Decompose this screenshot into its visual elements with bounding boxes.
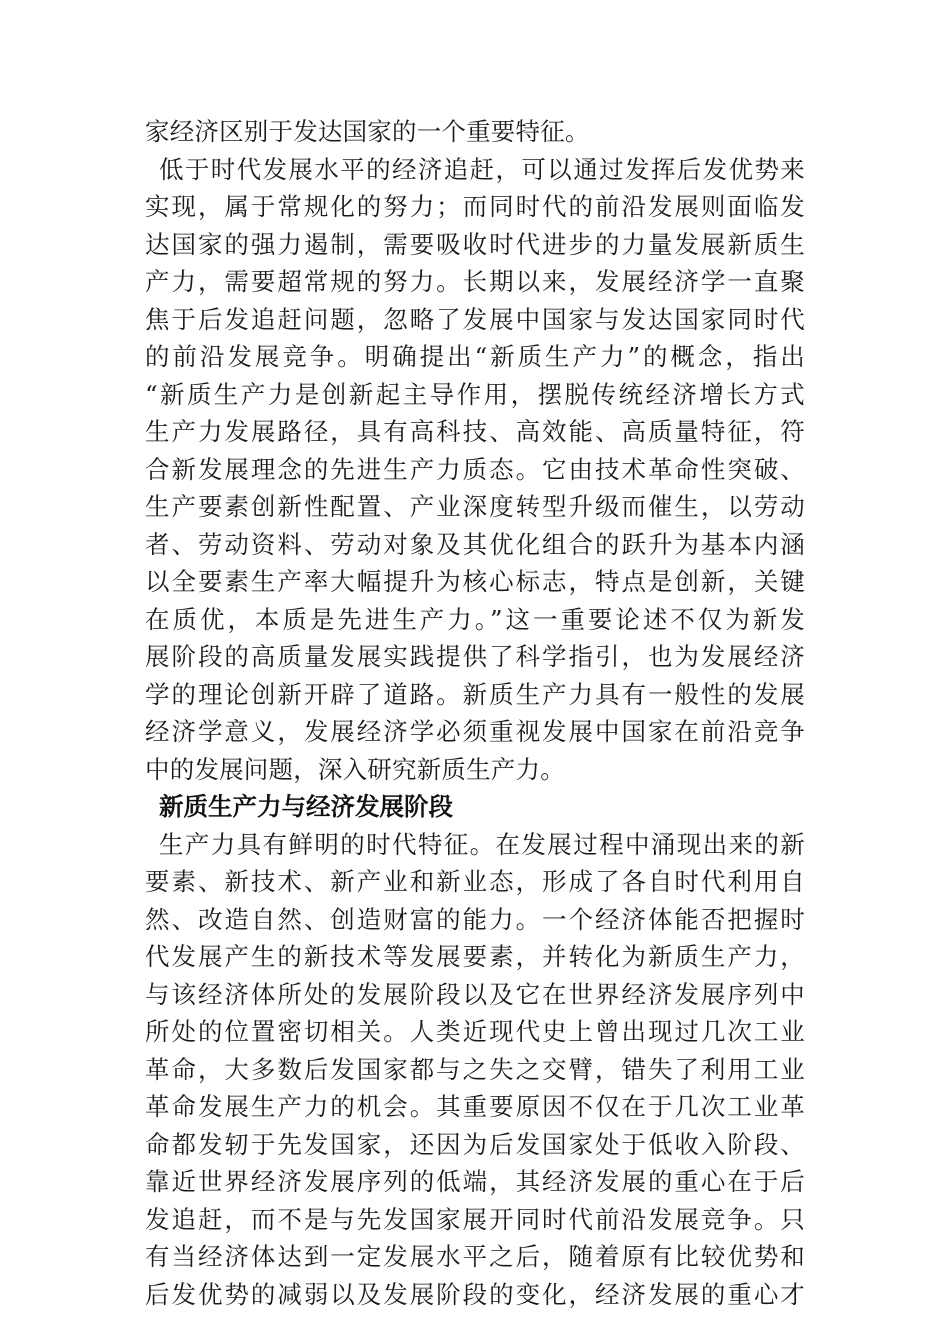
- text-line: 中的发展问题，深入研究新质生产力。: [145, 754, 565, 784]
- text-line: 实现，属于常规化的努力；而同时代的前沿发展则面临发: [145, 192, 805, 221]
- text-line: 达国家的强力遏制，需要吸收时代进步的力量发展新质生: [145, 229, 805, 259]
- text-line: 以全要素生产率大幅提升为核心标志，特点是创新，关键: [145, 567, 805, 596]
- text-line: 生产力发展路径，具有高科技、高效能、高质量特征，符: [145, 417, 805, 446]
- text-line: 代发展产生的新技术等发展要素，并转化为新质生产力，: [145, 942, 805, 971]
- text-line: 展阶段的高质量发展实践提供了科学指引，也为发展经济: [145, 642, 805, 671]
- text-line: 家经济区别于发达国家的一个重要特征。: [145, 117, 590, 146]
- text-line: 与该经济体所处的发展阶段以及它在世界经济发展序列中: [145, 979, 805, 1009]
- text-line: 产力，需要超常规的努力。长期以来，发展经济学一直聚: [145, 267, 805, 296]
- paragraph-development-stage: [145, 826, 805, 1314]
- text-line: 后发优势的减弱以及发展阶段的变化，经济发展的重心才: [145, 1279, 805, 1309]
- text-line: 发追赶，而不是与先发国家展开同时代前沿发展竞争。只: [145, 1204, 805, 1234]
- text-line: 在质优，本质是先进生产力。”这一重要论述不仅为新发: [145, 604, 805, 634]
- text-line: 生产要素创新性配置、产业深度转型升级而催生，以劳动: [145, 492, 805, 521]
- text-line: 生产力具有鲜明的时代特征。在发展过程中涌现出来的新: [159, 829, 805, 859]
- text-line: 的前沿发展竞争。明确提出“新质生产力”的概念，指出: [145, 342, 805, 371]
- text-line: “新质生产力是创新起主导作用，摆脱传统经济增长方式: [145, 379, 805, 409]
- text-line: 者、劳动资料、劳动对象及其优化组合的跃升为基本内涵: [145, 529, 805, 559]
- text-line: 要素、新技术、新产业和新业态，形成了各自时代利用自: [145, 867, 805, 896]
- text-line: 焦于后发追赶问题，忽略了发展中国家与发达国家同时代: [145, 304, 805, 334]
- paragraph-new-quality-productivity: [145, 151, 805, 789]
- paragraph-continuation: [145, 113, 805, 151]
- text-line: 合新发展理念的先进生产力质态。它由技术革命性突破、: [145, 454, 805, 484]
- section-heading: 新质生产力与经济发展阶段: [159, 792, 453, 821]
- text-line: 所处的位置密切相关。人类近现代史上曾出现过几次工业: [145, 1017, 805, 1046]
- text-line: 革命发展生产力的机会。其重要原因不仅在于几次工业革: [145, 1092, 805, 1121]
- text-line: 经济学意义，发展经济学必须重视发展中国家在前沿竞争: [145, 717, 805, 746]
- text-line: 学的理论创新开辟了道路。新质生产力具有一般性的发展: [145, 679, 805, 709]
- text-line: 有当经济体达到一定发展水平之后，随着原有比较优势和: [145, 1242, 805, 1271]
- text-line: 低于时代发展水平的经济追赶，可以通过发挥后发优势来: [159, 154, 805, 184]
- document-page: [145, 113, 805, 1313]
- text-line: 命都发轫于先发国家，还因为后发国家处于低收入阶段、: [145, 1129, 805, 1159]
- text-line: 然、改造自然、创造财富的能力。一个经济体能否把握时: [145, 904, 805, 934]
- text-line: 革命，大多数后发国家都与之失之交臂，错失了利用工业: [145, 1054, 805, 1084]
- text-line: 靠近世界经济发展序列的低端，其经济发展的重心在于后: [145, 1167, 805, 1196]
